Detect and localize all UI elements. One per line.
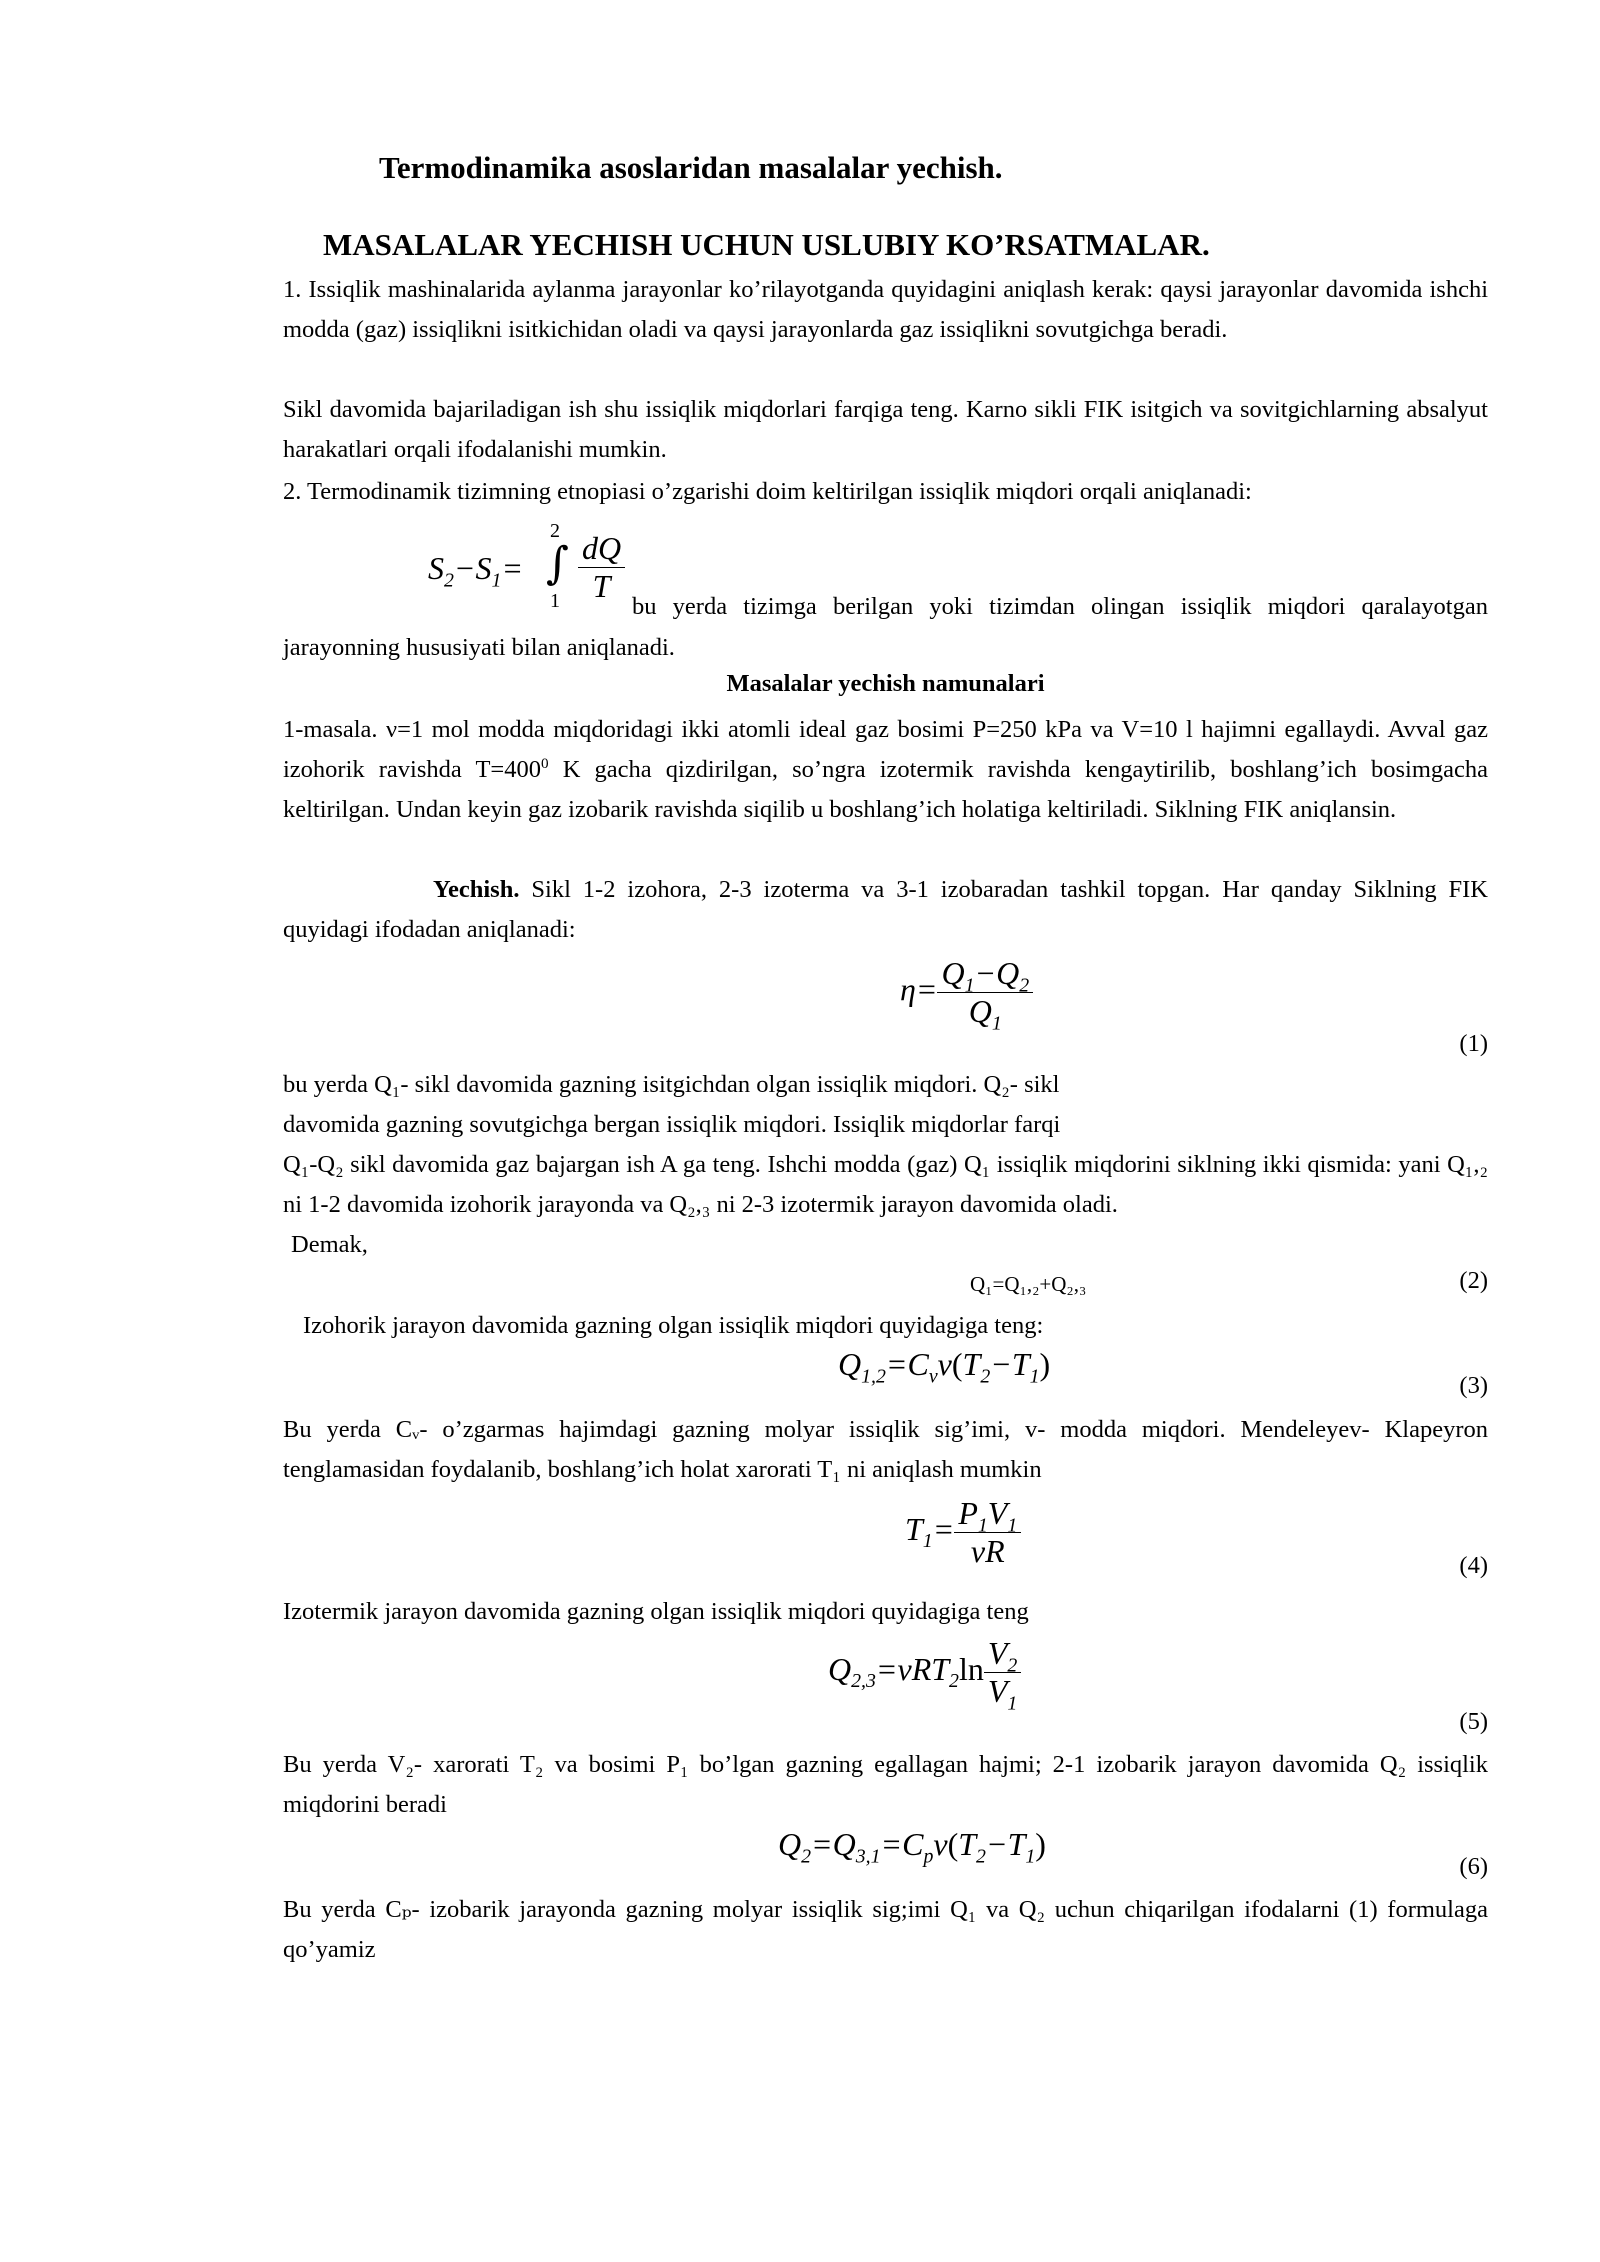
izohorik-text: Izohorik jarayon davomida gazning olgan issiqlik miqdori quyidagiga teng: bbox=[303, 1312, 1044, 1339]
paragraph-3: 2. Termodinamik tizimning etnopiasi o’zgarishi doim keltirilgan issiqlik miqdori orqali aniqlanadi: bbox=[283, 478, 1252, 505]
demak-text: Demak, bbox=[291, 1231, 368, 1258]
equation-5-number: (5) bbox=[1459, 1708, 1488, 1735]
document-title: Termodinamika asoslaridan masalalar yechish. bbox=[379, 150, 1003, 185]
after-eq1-line2: davomida gazning sovutgichga bergan issiqlik miqdori. Issiqlik miqdorlar farqi bbox=[283, 1111, 1061, 1138]
equation-2-number: (2) bbox=[1459, 1267, 1488, 1294]
izotermik-text: Izotermik jarayon davomida gazning olgan issiqlik miqdori quyidagiga teng bbox=[283, 1598, 1029, 1625]
equation-4-number: (4) bbox=[1459, 1552, 1488, 1579]
paragraph-1: 1. Issiqlik mashinalarida aylanma jarayonlar ko’rilayotganda quyidagini aniqlash kerak: qaysi jarayonlar davomida ishchi modda (gaz) issiqlikni isitkichidan oladi va qaysi jarayonlarda gaz issiqlikni sovutgichga beradi. bbox=[283, 276, 1488, 343]
after-eq3-paragraph: Bu yerda Cᵥ- o’zgarmas hajimdagi gazning molyar issiqlik sig’imi, v- modda miqdori. Mendeleyev- Klapeyron tenglamasidan foydalanib, boshlang’ich holat xarorati T₁ ni aniqlash mumkin bbox=[283, 1416, 1488, 1483]
after-eq1-line3: Q₁-Q₂ sikl davomida gaz bajargan ish A ga teng. Ishchi modda (gaz) Q₁ issiqlik miqdorini siklning ikki qismida: yani Q₁,₂ ni 1-2 davomida izohorik jarayonda va Q₂,₃ ni 2-3 izotermik jarayon davomida oladi. bbox=[283, 1151, 1488, 1218]
paragraph-4-tail: bu yerda tizimga berilgan yoki tizimdan olingan issiqlik miqdori qaralayotgan bbox=[632, 593, 1488, 620]
equation-6: $Q_2=Q_{3,1}=C_pv(T_2-T_1)$ bbox=[778, 1826, 1046, 1868]
equation-4: $T_1=$ $\frac{P_1V_1}{vR}$ bbox=[905, 1495, 1021, 1570]
equation-1: η= $\frac{Q_1-Q_2}{Q_1}$ bbox=[900, 955, 1033, 1030]
solution-paragraph: Yechish. Sikl 1-2 izohora, 2-3 izoterma va 3-1 izobaradan tashkil topgan. Har qanday Siklning FIK quyidagi ifodadan aniqlanadi: bbox=[283, 876, 1488, 943]
paragraph-4-line2: jarayonning hususiyati bilan aniqlanadi. bbox=[283, 634, 675, 661]
after-eq6-paragraph: Bu yerda Cₚ- izobarik jarayonda gazning molyar issiqlik sig;imi Q₁ va Q₂ uchun chiqarilgan ifodalarni (1) formulaga qo’yamiz bbox=[283, 1896, 1488, 1963]
paragraph-2: Sikl davomida bajariladigan ish shu issiqlik miqdorlari farqiga teng. Karno sikli FIK isitgich va sovitgichlarning absalyut harakatlari orqali ifodalanishi mumkin. bbox=[283, 396, 1488, 463]
after-eq1-line1: bu yerda Q₁- sikl davomida gazning isitgichdan olgan issiqlik miqdori. Q₂- sikl bbox=[283, 1071, 1060, 1098]
equation-3: $Q_{1,2}=C_vv(T_2-T_1)$ bbox=[838, 1346, 1051, 1388]
equation-2: Q₁=Q₁,₂+Q₂,₃ bbox=[970, 1272, 1087, 1296]
guidelines-heading: MASALALAR YECHISH UCHUN USLUBIY KO’RSATMALAR. bbox=[323, 227, 1210, 262]
equation-1-number: (1) bbox=[1459, 1030, 1488, 1057]
after-eq5-paragraph: Bu yerda V₂- xarorati T₂ va bosimi P₁ bo’lgan gazning egallagan hajmi; 2-1 izobarik jarayon davomida Q₂ issiqlik miqdorini beradi bbox=[283, 1751, 1488, 1818]
equation-5: $Q_{2,3}=vRT_2\ln$ $\frac{V_2}{V_1}$ bbox=[828, 1635, 1021, 1710]
problem-1: 1-masala. ν=1 mol modda miqdoridagi ikki atomli ideal gaz bosimi P=250 kPa va V=10 l hajimni egallaydi. Avval gaz izohorik ravishda $T=400^0$ K gacha qizdirilgan, so’ngra izotermik ravishda kengaytirilib, boshlang’ich bosimgacha keltirilgan. Undan keyin gaz izobarik ravishda siqilib u boshlang’ich holatiga keltiriladi. Siklning FIK aniqlansin. bbox=[283, 716, 1488, 823]
equation-3-number: (3) bbox=[1459, 1372, 1488, 1399]
entropy-formula: $S_2-S_1=$ 2 ∫ 1 $\frac{dQ}{T}$ bbox=[428, 520, 638, 620]
section-title: Masalalar yechish namunalari bbox=[726, 670, 1045, 697]
equation-6-number: (6) bbox=[1459, 1853, 1488, 1880]
